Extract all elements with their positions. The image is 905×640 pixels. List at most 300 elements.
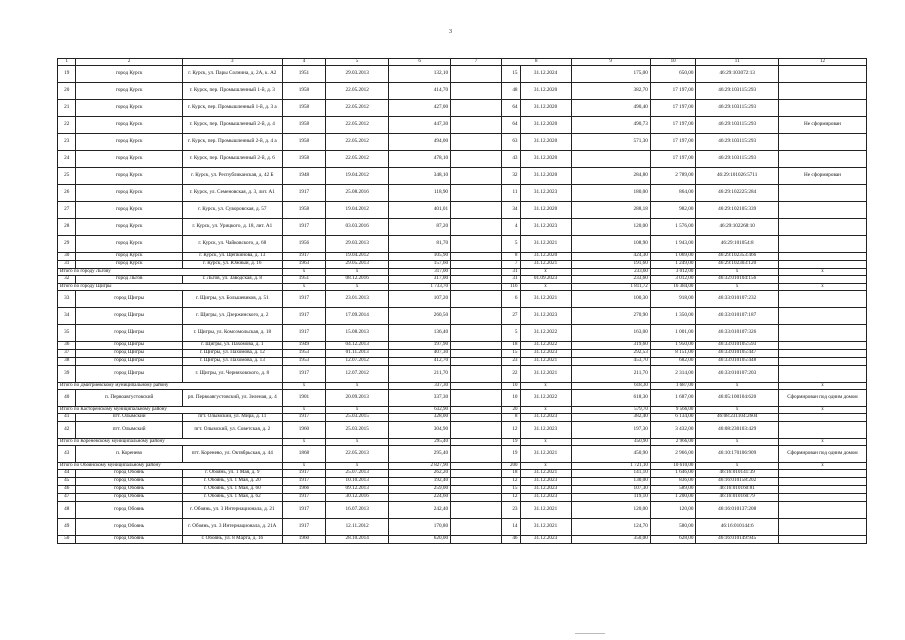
cell-area: 414,70	[389, 82, 451, 99]
cell-col9: 490,73	[571, 116, 650, 133]
cell-number: 20	[58, 82, 76, 99]
cell-cadastral: 46:08:230103:429	[696, 421, 779, 438]
table-row	[58, 99, 867, 116]
cell-col9: 382,70	[571, 82, 650, 99]
cell-col10: 1 950,00	[650, 341, 696, 349]
cell-col8-count: 23	[502, 357, 520, 365]
cell-col7	[451, 201, 502, 218]
cell-col8-date: 31.12.2020	[520, 99, 571, 116]
cell-cadastral: 46:33:010107:187	[696, 307, 779, 324]
cell-area: 197,90	[389, 341, 451, 349]
cell-col8-count: 4	[502, 218, 520, 235]
cell-town: город Курск	[76, 82, 182, 99]
cell-col7	[451, 406, 502, 413]
cell-col10: 17 197,00	[650, 133, 696, 150]
cell-note	[778, 275, 866, 283]
cell-col7	[451, 349, 502, 357]
cell-town: город Обоянь	[76, 535, 182, 543]
cell-col8-date: 31.12.2023	[520, 184, 571, 201]
cell-address: пгт. Олымский, ул. Мира, д. 11	[182, 413, 282, 421]
cell-number: 41	[58, 413, 76, 421]
cell-year: 1917	[282, 477, 325, 485]
cell-note	[778, 201, 866, 218]
col-header-10: 10	[650, 59, 696, 66]
cell-town: город Щигры	[76, 349, 182, 357]
cell-col10: 16 384,00	[650, 283, 696, 290]
cell-address: г. Курск, ул. Щепкинова, д. 13	[182, 252, 282, 260]
cell-col7	[451, 218, 502, 235]
cell-town: город Льгов	[76, 275, 182, 283]
cell-col7	[451, 389, 502, 406]
cell-address: г. Обоянь, ул. 1 Мая, д. 9	[182, 469, 282, 477]
cell-year: 1948	[282, 167, 325, 184]
cell-town: город Щигры	[76, 324, 182, 341]
cell-area: 328,00	[389, 413, 451, 421]
cell-town: город Курск	[76, 65, 182, 82]
table-row	[58, 260, 867, 268]
cell-address: г. Щигры, ул. Пахомова, д. 12	[182, 349, 282, 357]
table-row	[58, 349, 867, 357]
table-row	[58, 445, 867, 462]
cell-col9: 618,30	[571, 382, 650, 389]
cell-cadastral: 46:29:102353:466	[696, 252, 779, 260]
cell-col7	[451, 485, 502, 493]
cell-col10: 628,00	[650, 535, 696, 543]
cell-year: 1917	[282, 365, 325, 382]
cell-col9: 453,70	[571, 357, 650, 365]
table-row	[58, 275, 867, 283]
subtotal-label: Итого по городу Льгову	[58, 268, 283, 275]
cell-area: 304,90	[389, 421, 451, 438]
col-header-4: 4	[282, 59, 325, 66]
cell-col9: 618,30	[571, 389, 650, 406]
cell-col7	[451, 283, 502, 290]
cell-address: г. Щигры, ул. Пахомова, д. 13	[182, 357, 282, 365]
cell-col7	[451, 341, 502, 349]
cell-number: 48	[58, 501, 76, 518]
cell-town: пгт. Олымский	[76, 413, 182, 421]
cell-col10: 17 197,00	[650, 82, 696, 99]
cell-address: г. Обоянь, ул. 8 Марта, д. 16	[182, 535, 282, 543]
cell-note: х	[778, 462, 866, 469]
cell-address: г. Обоянь, ул. 1 Мая, д. 62	[182, 493, 282, 501]
cell-year: 1917	[282, 218, 325, 235]
cell-address: рп. Первоавгустовский, ул. Зеленая, д. 4	[182, 389, 282, 406]
cell-col7	[451, 469, 502, 477]
cell-date: 19.04.2012	[326, 201, 389, 218]
cell-cadastral: 46:16:010149:945	[696, 535, 779, 543]
cell-town: город Щигры	[76, 357, 182, 365]
cell-cadastral: 46:29:103072:13	[696, 65, 779, 82]
cell-date: х	[326, 438, 389, 445]
cell-col8-count: 15	[502, 65, 520, 82]
table-row	[58, 184, 867, 201]
cell-year: 1917	[282, 324, 325, 341]
cell-col10: 17 197,00	[650, 150, 696, 167]
cell-col10: 1 350,00	[650, 307, 696, 324]
table-row	[58, 82, 867, 99]
cell-col10: 17 197,00	[650, 116, 696, 133]
table-row	[58, 389, 867, 406]
cell-col8-count: 12	[502, 477, 520, 485]
cell-area: 494,00	[389, 133, 451, 150]
cell-note: х	[778, 382, 866, 389]
cell-number: 40	[58, 389, 76, 406]
cell-address: г. Обоянь, ул. 1 Мая, д. 20	[182, 477, 282, 485]
cell-address: пгт. Олымский, ул. Советская, д. 2	[182, 421, 282, 438]
cell-col9: 292,53	[571, 349, 650, 357]
cell-col10: 1 200,00	[650, 493, 696, 501]
cell-note	[778, 252, 866, 260]
cell-col10: 836,00	[650, 477, 696, 485]
cell-area: 107,20	[389, 290, 451, 307]
cell-cadastral: х	[696, 462, 779, 469]
cell-note	[778, 493, 866, 501]
cell-year: х	[282, 462, 325, 469]
cell-date: 25.03.2015	[326, 421, 389, 438]
cell-town: город Обоянь	[76, 518, 182, 535]
cell-col9: 191,60	[571, 260, 650, 268]
scan-mark	[575, 633, 605, 634]
cell-date: 19.04.2012	[326, 167, 389, 184]
cell-town: город Курск	[76, 150, 182, 167]
cell-area: 1 733,70	[389, 283, 451, 290]
cell-area: 632,90	[389, 406, 451, 413]
table-row	[58, 307, 867, 324]
cell-cadastral: 46:29:103115:293	[696, 116, 779, 133]
col-header-12: 12	[778, 59, 866, 66]
cell-col8-count: 12	[502, 421, 520, 438]
cell-note: Не сформирован	[778, 167, 866, 184]
cell-col8-count: 32	[502, 167, 520, 184]
cell-town: город Щигры	[76, 290, 182, 307]
cell-col8-date: 31.12.2023	[520, 535, 571, 543]
cell-note	[778, 349, 866, 357]
cell-address: г. Курск, ул. Урицкого, д. 18, лит. А1	[182, 218, 282, 235]
cell-number: 46	[58, 485, 76, 493]
cell-year: 1951	[282, 65, 325, 82]
cell-col10: 864,00	[650, 184, 696, 201]
cell-year: 1958	[282, 150, 325, 167]
cell-area: 2 827,90	[389, 462, 451, 469]
cell-col8-count: 43	[502, 150, 520, 167]
cell-col8-count: 22	[502, 365, 520, 382]
cell-date: 22.05.2013	[326, 445, 389, 462]
cell-number: 32	[58, 275, 76, 283]
cell-cadastral: 46:16:010144:6	[696, 518, 779, 535]
table-row	[58, 133, 867, 150]
cell-col7	[451, 445, 502, 462]
cell-col7	[451, 260, 502, 268]
cell-town: город Курск	[76, 133, 182, 150]
cell-col8-count: 5	[502, 324, 520, 341]
cell-year: 1958	[282, 201, 325, 218]
subtotal-row	[58, 283, 867, 290]
cell-cadastral: 46:33:010107:203	[696, 365, 779, 382]
cell-col9: 284,80	[571, 167, 650, 184]
cell-col8-count: 8	[502, 413, 520, 421]
cell-year: 1958	[282, 116, 325, 133]
cell-number: 35	[58, 324, 76, 341]
cell-col10: 580,00	[650, 518, 696, 535]
cell-col8-count: 14	[502, 518, 520, 535]
cell-number: 25	[58, 167, 76, 184]
cell-area: 157,60	[389, 260, 451, 268]
cell-note: Сформирован под одним домом	[778, 445, 866, 462]
cell-cadastral: 46:33:010105:448	[696, 357, 779, 365]
cell-town: город Курск	[76, 260, 182, 268]
table-row	[58, 235, 867, 252]
cell-town: город Курск	[76, 218, 182, 235]
cell-col7	[451, 501, 502, 518]
table-row	[58, 201, 867, 218]
cell-cadastral: 46:29:103115:293	[696, 99, 779, 116]
cell-col9: 350,00	[571, 535, 650, 543]
cell-col7	[451, 82, 502, 99]
cell-col8-date: 31.12.2023	[520, 477, 571, 485]
cell-area: 317,00	[389, 275, 451, 283]
cell-col10: 982,00	[650, 201, 696, 218]
cell-cadastral: 46:29:102268:10	[696, 218, 779, 235]
cell-year: 1960	[282, 535, 325, 543]
cell-col8-date: 31.12.2022	[520, 341, 571, 349]
cell-date: х	[326, 268, 389, 275]
cell-cadastral: х	[696, 283, 779, 290]
cell-col7	[451, 116, 502, 133]
cell-number: 49	[58, 518, 76, 535]
cell-address: г. Курск, пер. Промышленный 2-й, д. 6	[182, 150, 282, 167]
cell-cadastral: 46:29:103115:293	[696, 82, 779, 99]
cell-area: 170,80	[389, 518, 451, 535]
cell-col10: 2 314,00	[650, 365, 696, 382]
cell-col9: 233,60	[571, 275, 650, 283]
cell-note	[778, 535, 866, 543]
cell-col8-date: 31.12.2024	[520, 65, 571, 82]
cell-col9: 1 811,72	[571, 283, 650, 290]
cell-date: 29.03.2013	[326, 65, 389, 82]
cell-date: х	[326, 382, 389, 389]
cell-col8-count: 31	[502, 275, 520, 283]
cell-col7	[451, 65, 502, 82]
cell-cadastral: 46:16:010160:79	[696, 493, 779, 501]
col-header-9: 9	[571, 59, 650, 66]
cell-date: х	[326, 462, 389, 469]
cell-town: город Обоянь	[76, 469, 182, 477]
table-row	[58, 65, 867, 82]
cell-col9: 233,60	[571, 268, 650, 275]
subtotal-row	[58, 438, 867, 445]
cell-col7	[451, 99, 502, 116]
cell-address: г. Курск, ул. Республиканская, д. 42 Б	[182, 167, 282, 184]
cell-town: город Обоянь	[76, 477, 182, 485]
cell-number: 43	[58, 445, 76, 462]
subtotal-label: Итого по Касторенскому муниципальному району	[58, 406, 283, 413]
subtotal-row	[58, 462, 867, 469]
cell-col8-count: 18	[502, 341, 520, 349]
col-header-3: 3	[182, 59, 282, 66]
cell-col8-count: 116	[502, 283, 520, 290]
cell-note	[778, 501, 866, 518]
cell-col8-date: 31.12.2021	[520, 445, 571, 462]
cell-town: город Щигры	[76, 341, 182, 349]
cell-date: 30.12.2016	[326, 493, 389, 501]
cell-note	[778, 82, 866, 99]
cell-area: 337,30	[389, 382, 451, 389]
cell-date: 20.09.2013	[326, 389, 389, 406]
cell-col8-date: 31.12.2020	[520, 252, 571, 260]
cell-col10: 17 197,00	[650, 99, 696, 116]
subtotal-row	[58, 382, 867, 389]
cell-col7	[451, 413, 502, 421]
table-row	[58, 501, 867, 518]
cell-col9: 450,90	[571, 438, 650, 445]
cell-col9: 1 721,10	[571, 462, 650, 469]
cell-col8-count: 6	[502, 290, 520, 307]
cell-col10: 8 151,00	[650, 349, 696, 357]
cell-col8-date: 31.12.2021	[520, 235, 571, 252]
table-row	[58, 413, 867, 421]
cell-area: 337,30	[389, 389, 451, 406]
cell-town: п. Коренево	[76, 445, 182, 462]
cell-col10: 682,00	[650, 357, 696, 365]
cell-date: 12.07.2012	[326, 365, 389, 382]
cell-area: 132,10	[389, 65, 451, 82]
cell-cadastral: х	[696, 382, 779, 389]
cell-col8-date: 31.12.2021	[520, 260, 571, 268]
cell-cadastral: 46:10:170106:909	[696, 445, 779, 462]
cell-date: 16.07.2013	[326, 501, 389, 518]
cell-cadastral: 46:05:100104:620	[696, 389, 779, 406]
cell-note	[778, 469, 866, 477]
cell-address: г. Курск, ул. Чайковского, д. 68	[182, 235, 282, 252]
cell-year: 1917	[282, 493, 325, 501]
cell-area: 447,30	[389, 116, 451, 133]
cell-col9: 450,90	[571, 445, 650, 462]
cell-area: 620,00	[389, 535, 451, 543]
cell-col8-count: 15	[502, 485, 520, 493]
cell-col10: 1 001,00	[650, 324, 696, 341]
table-row	[58, 485, 867, 493]
cell-cadastral: х	[696, 406, 779, 413]
cell-col10: 3 432,00	[650, 421, 696, 438]
cell-address: г. Курск, пер. Промышленный 2-й, д. 4	[182, 116, 282, 133]
cell-cadastral: 46:29:102303:120	[696, 260, 779, 268]
cell-address: г. Щигры, ул. Черняховского, д. 8	[182, 365, 282, 382]
cell-number: 42	[58, 421, 76, 438]
cell-note	[778, 150, 866, 167]
cell-address: г. Курск, пер. Промышленный 2-й, д. 4 а	[182, 133, 282, 150]
table-row	[58, 218, 867, 235]
cell-cadastral: 46:33:010107:326	[696, 324, 779, 341]
cell-col8-date: х	[520, 406, 571, 413]
cell-col9: 107,30	[571, 485, 650, 493]
cell-area: 105,90	[389, 252, 451, 260]
cell-date: 28.10.2014	[326, 535, 389, 543]
cell-cadastral: 46:16:010160:81	[696, 485, 779, 493]
cell-year: х	[282, 438, 325, 445]
cell-col8-date: 31.12.2022	[520, 324, 571, 341]
cell-col9: 100,30	[571, 290, 650, 307]
cell-col9: 270,90	[571, 307, 650, 324]
cell-date: 17.09.2014	[326, 307, 389, 324]
cell-col7	[451, 290, 502, 307]
cell-col8-date: 31.12.2021	[520, 365, 571, 382]
table-row	[58, 518, 867, 535]
cell-year: х	[282, 382, 325, 389]
cell-col8-count: 12	[502, 493, 520, 501]
cell-col8-date: 31.12.2021	[520, 357, 571, 365]
cell-date: 09.12.2013	[326, 485, 389, 493]
cell-col9: 130,00	[571, 477, 650, 485]
cell-year: 1917	[282, 290, 325, 307]
cell-col7	[451, 275, 502, 283]
cell-note	[778, 133, 866, 150]
cell-year: х	[282, 283, 325, 290]
cell-number: 28	[58, 218, 76, 235]
cell-address: г. Курск, ул. Пары Солнина, д. 2А, к. А2	[182, 65, 282, 82]
cell-col7	[451, 382, 502, 389]
cell-number: 30	[58, 252, 76, 260]
cell-year: 1917	[282, 469, 325, 477]
cell-date: 08.12.2016	[326, 275, 389, 283]
cell-col8-date: 31.12.2023	[520, 218, 571, 235]
cell-col9: 319,60	[571, 341, 650, 349]
table-row	[58, 252, 867, 260]
cell-date: х	[326, 283, 389, 290]
cell-col8-date: 01.09.2023	[520, 275, 571, 283]
cell-col8-count: 10	[502, 382, 520, 389]
cell-col7	[451, 477, 502, 485]
cell-col8-date: 31.12.2020	[520, 167, 571, 184]
cell-cadastral: 46:33:010107:232	[696, 290, 779, 307]
cell-col8-count: 64	[502, 116, 520, 133]
cell-town: город Курск	[76, 252, 182, 260]
cell-col7	[451, 438, 502, 445]
cell-year: 1958	[282, 99, 325, 116]
col-header-11: 11	[696, 59, 779, 66]
cell-town: город Обоянь	[76, 501, 182, 518]
cell-col10: 6 134,00	[650, 413, 696, 421]
subtotal-label: Итого по Обоянскому муниципальному району	[58, 462, 283, 469]
cell-date: 22.05.2012	[326, 133, 389, 150]
cell-year: 1917	[282, 252, 325, 260]
cell-area: 87,20	[389, 218, 451, 235]
cell-cadastral: 46:29:102105:339	[696, 201, 779, 218]
cell-col9: 120,00	[571, 218, 650, 235]
cell-area: 211,70	[389, 365, 451, 382]
cell-note	[778, 413, 866, 421]
cell-number: 37	[58, 349, 76, 357]
cell-number: 23	[58, 133, 76, 150]
cell-date: 12.07.2012	[326, 357, 389, 365]
cell-col9: 211,70	[571, 365, 650, 382]
cell-date: 01.11.2013	[326, 349, 389, 357]
col-header-6: 6	[389, 59, 451, 66]
cell-col9: 163,00	[571, 324, 650, 341]
cell-town: п. Первоавгустовский	[76, 389, 182, 406]
cell-col7	[451, 493, 502, 501]
cell-number: 50	[58, 535, 76, 543]
cell-town: город Щигры	[76, 365, 182, 382]
cell-col8-date: 31.12.2020	[520, 133, 571, 150]
cell-number: 19	[58, 65, 76, 82]
cell-note	[778, 260, 866, 268]
cell-cadastral: 46:16:010158:202	[696, 477, 779, 485]
table-row	[58, 357, 867, 365]
cell-col8-date: х	[520, 382, 571, 389]
cell-col10: 1 249,00	[650, 260, 696, 268]
cell-col10: 3 012,00	[650, 275, 696, 283]
